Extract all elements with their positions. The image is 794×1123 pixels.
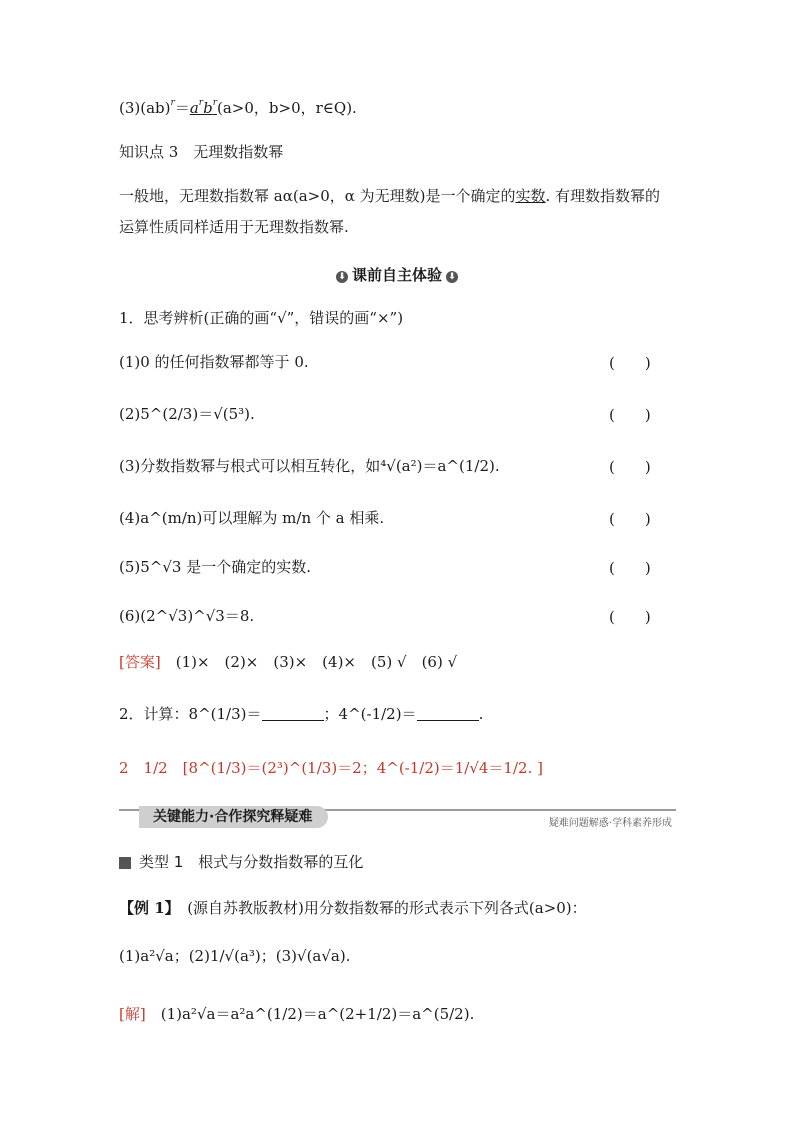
property-3-br: b [203, 99, 213, 117]
irrational-answer-word: 实数 [515, 187, 546, 205]
knowledge-point-3-heading: 知识点 3 无理数指数幂 [119, 143, 284, 161]
property-3-conditions: (a>0，b>0，r∈Q). [217, 99, 357, 117]
irrational-paragraph-line-1 [119, 186, 660, 206]
down-arrow-icon: ⬇ [446, 271, 458, 283]
judge-item-2-paren[interactable]: ( ) [609, 406, 651, 424]
judge-item-5-paren[interactable]: ( ) [609, 559, 651, 577]
example-1-text: (源自苏教版教材)用分数指数幂的形式表示下列各式(a>0)： [187, 899, 587, 917]
judge-item-4: (4)a^(m/n)可以理解为 m/n 个 a 相乘. [119, 509, 385, 527]
judge-item-3-paren[interactable]: ( ) [609, 458, 651, 476]
judge-item-2: (2)5^(2/3)＝√(5³). [119, 405, 255, 423]
solution-tag: [解] [119, 1005, 146, 1023]
irrational-text-1-end: . 有理数指数幂的 [545, 187, 661, 205]
question-1-title: 1．思考辨析(正确的画“√”，错误的画“×”) [119, 309, 404, 327]
property-3-prefix: (3)(ab) [119, 99, 171, 117]
judge-item-1-paren[interactable]: ( ) [609, 354, 651, 372]
banner-subtitle: 疑难问题解惑·学科素养形成 [548, 818, 672, 829]
answer-tag: [答案] [119, 653, 161, 671]
irrational-paragraph-line-2: 运算性质同样适用于无理数指数幂. [119, 218, 349, 236]
question-2-label: 2．计算： [119, 705, 189, 723]
example-1-line [119, 898, 587, 918]
property-3-equals: ＝ [174, 99, 190, 117]
section-banner [119, 806, 676, 828]
question-2-answer: 2 1/2 [8^(1/3)＝(2³)^(1/3)＝2；4^(-1/2)＝1/√4＝1/2. ] [119, 759, 543, 777]
answer-blank-2[interactable] [417, 706, 479, 721]
example-1-parts: (1)a²√a；(2)1/√(a³)；(3)√(a√a). [119, 947, 351, 965]
judge-item-1: (1)0 的任何指数幂都等于 0. [119, 353, 309, 371]
property-3-ar: a [189, 99, 199, 117]
banner-title: 关键能力·合作探究释疑难 [139, 806, 328, 828]
judge-item-5: (5)5^√3 是一个确定的实数. [119, 558, 311, 576]
type-1-heading [119, 852, 363, 872]
judge-item-6-paren[interactable]: ( ) [609, 608, 651, 626]
judge-item-4-paren[interactable]: ( ) [609, 510, 651, 528]
type-1-text: 类型 1 根式与分数指数幂的互化 [139, 853, 364, 871]
irrational-text-1: 一般地，无理数指数幂 aα(a>0，α 为无理数)是一个确定的 [119, 187, 516, 205]
example-1-tag: 【例 1】 [119, 899, 173, 917]
section-heading [0, 264, 794, 285]
answer-text: (1)× (2)× (3)× (4)× (5) √ (6) √ [175, 653, 458, 671]
question-2-expression-2: 4^(-1/2)＝ [338, 705, 417, 723]
answer-blank-1[interactable] [262, 706, 324, 721]
property-3-exponent: r [170, 98, 175, 108]
play-icon [119, 857, 131, 869]
section-heading-text: 课前自主体验 [351, 266, 442, 284]
question-2-line: 2．计算：8^(1/3)＝ ；4^(-1/2)＝ . [119, 705, 484, 723]
property-3-line: $(3)(ab)^r=a^rb^r(a>0$，b>0，r∈Q). [119, 98, 357, 117]
solution-line [119, 1004, 474, 1024]
down-arrow-icon: ⬇ [336, 271, 348, 283]
judge-item-3: (3)分数指数幂与根式可以相互转化，如⁴√(a²)＝a^(1/2). [119, 457, 500, 475]
question-2-expression-1: 8^(1/3)＝ [188, 705, 262, 723]
solution-text: (1)a²√a＝a²a^(1/2)＝a^(2+1/2)＝a^(5/2). [160, 1005, 475, 1023]
answer-line [119, 652, 457, 672]
judge-item-6: (6)(2^√3)^√3＝8. [119, 607, 255, 625]
